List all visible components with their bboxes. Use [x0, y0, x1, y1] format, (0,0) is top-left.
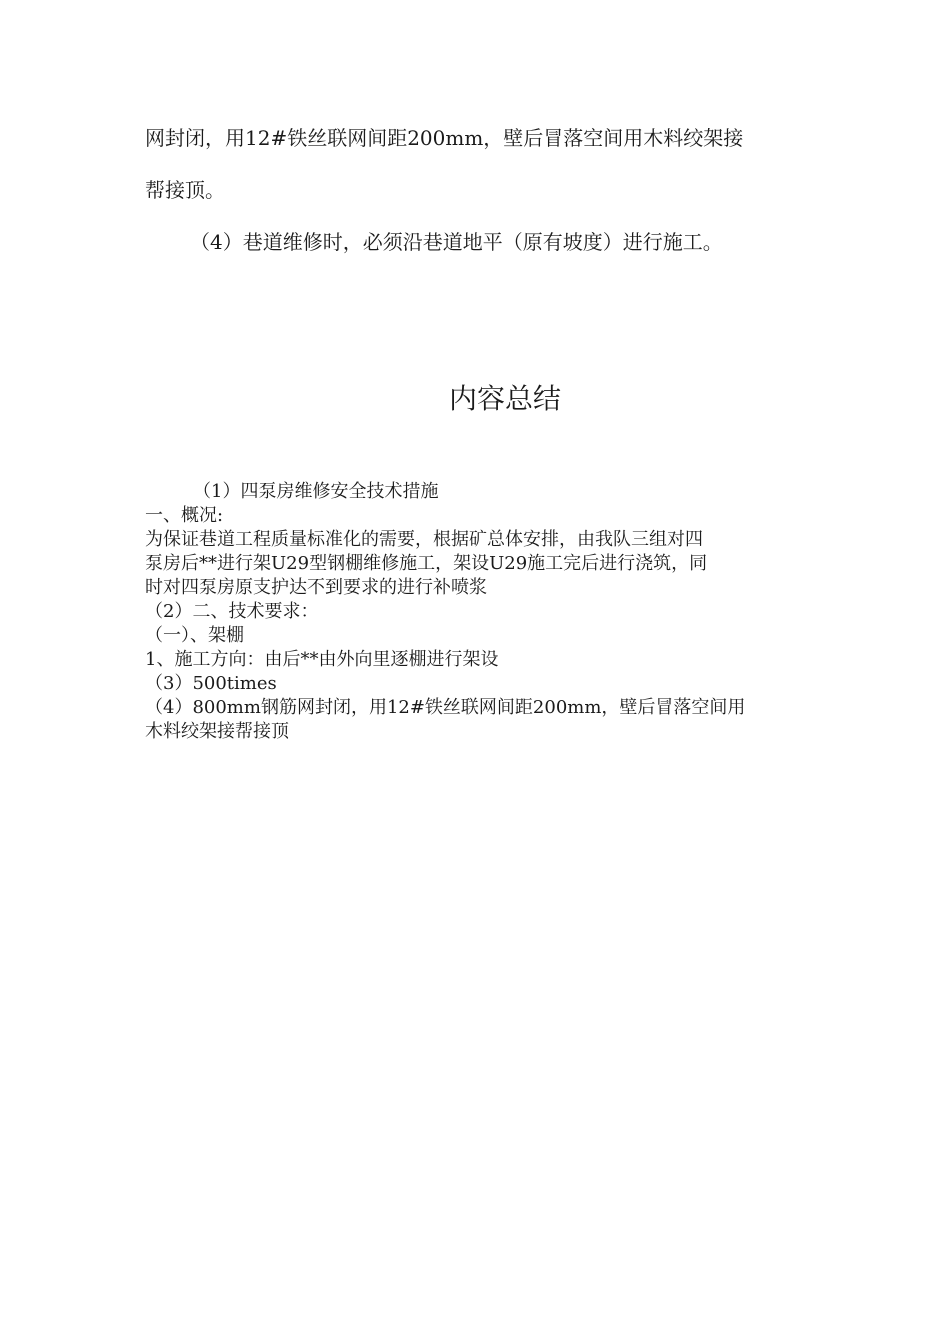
summary-line: （2）二、技术要求：	[145, 601, 319, 622]
summary-line: （一）、架棚	[145, 625, 244, 646]
summary-line: 一、概况:	[145, 505, 224, 526]
summary-line: 1、施工方向：由后**由外向里逐棚进行架设	[145, 649, 499, 670]
body-paragraph-item-4: （4）巷道维修时，必须沿巷道地平（原有坡度）进行施工。	[190, 230, 723, 254]
body-paragraph-line-1: 网封闭，用12#铁丝联网间距200mm，壁后冒落空间用木料绞架接	[145, 126, 744, 150]
summary-line: 木料绞架接帮接顶	[145, 721, 289, 742]
summary-heading: 内容总结	[448, 382, 561, 415]
summary-line: 时对四泵房原支护达不到要求的进行补喷浆	[145, 577, 487, 598]
body-paragraph-line-2: 帮接顶。	[145, 178, 225, 202]
summary-block	[145, 480, 810, 744]
summary-line: （4）800mm钢筋网封闭，用12#铁丝联网间距200mm，壁后冒落空间用	[145, 697, 746, 718]
summary-line: （3）500times	[145, 673, 277, 694]
summary-line: （1）四泵房维修安全技术措施	[193, 481, 439, 502]
summary-line: 泵房后**进行架U29型钢棚维修施工，架设U29施工完后进行浇筑，同	[145, 553, 708, 574]
summary-line: 为保证巷道工程质量标准化的需要，根据矿总体安排，由我队三组对四	[145, 529, 703, 550]
